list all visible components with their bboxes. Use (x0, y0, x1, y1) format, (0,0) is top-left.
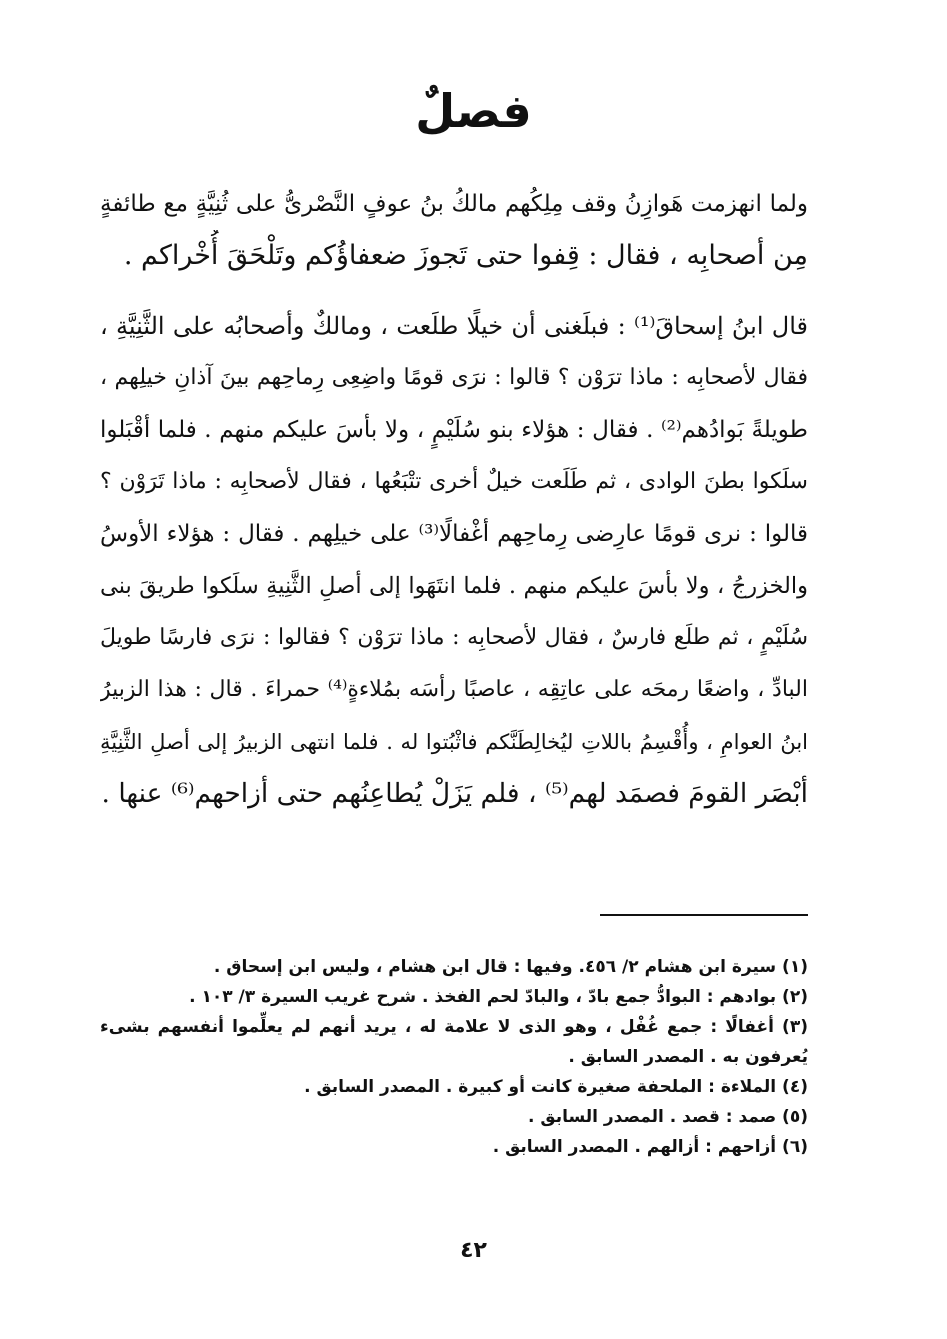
text-line: طويلةً بَوادُهم⁽²⁾ . فقال : هؤلاء بنو سُلَيْمٍ ، ولا بأسَ عليكم منهم . فلما أقْبَلوا (100, 417, 808, 443)
footnotes (100, 952, 808, 1162)
text-line: قال ابنُ إسحاقَ⁽¹⁾ : فبلَغنى أن خيلًا طلَعت ، ومالكٌ وأصحابُه على الثَّنِيَّةِ ، (100, 312, 808, 340)
text-line: البادِّ ، واضعًا رمحَه على عاتِقِه ، عاصبًا رأسَه بمُلاءةٍ⁽⁴⁾ حمراءَ . قال : هذا الزبيرُ (100, 677, 808, 702)
footnote-3: (٣) أغفالًا : جمع غُفْل ، وهو الذى لا علامة له ، يريد أنهم لم يعلِّموا أنفسهم بشىء يُعرفون به . المصدر السابق . (100, 1017, 808, 1067)
paragraph-1 (100, 178, 808, 282)
footnote-2: (٢) بوادهم : البوادُّ جمع بادّ ، والبادّ لحم الفخذ . شرح غريب السيرة ٣/ ١٠٣ . (189, 987, 808, 1007)
text-line: والخزرجُ ، ولا بأسَ عليكم منهم . فلما انتَهَوا إلى أصلِ الثَّنِيةِ سلَكوا طريقَ بنى (100, 573, 808, 599)
text-line: مِن أصحابِه ، فقال : قِفوا حتى تَجوزَ ضعفاؤُكم وتَلْحَقَ أُخْراكم . (123, 240, 808, 271)
text-line: ابنُ العوامِ ، وأُقْسِمُ باللاتِ ليُخالِطَنَّكم فاثْبُتوا له . فلما انتهى الزبيرُ إلى أصلِ الثَّنِيَّةِ (100, 730, 808, 754)
footnote-6: (٦) أزاحهم : أزالهم . المصدر السابق . (492, 1137, 808, 1157)
footnote-4: (٤) الملاءة : الملحفة صغيرة كانت أو كبيرة . المصدر السابق . (304, 1077, 808, 1097)
section-heading: فصلٌ (415, 84, 532, 138)
paragraph-2 (100, 300, 808, 820)
text-line: سلَكوا بطنَ الوادى ، ثم طَلَعت خيلٌ أخرى تتْبَعُها ، فقال لأصحابِه : ماذا تَرَوْن ؟ (100, 469, 808, 494)
text-line: ولما انهزمت هَوازِنُ وقف مِلِكُهم مالكُ بنُ عوفٍ النَّصْرىُّ على ثُنِيَّةٍ مع طائفةٍ (100, 191, 808, 217)
footnote-1: (١) سيرة ابن هشام ٢/ ٤٥٦. وفيها : قال ابن هشام ، وليس ابن إسحاق . (213, 957, 808, 977)
page-number: ٤٢ (460, 1238, 487, 1263)
text-line: قالوا : نرى قومًا عارِضى رِماحِهم أغْفالًا⁽³⁾ على خيلِهم . فقال : هؤلاء الأوسُ (100, 521, 808, 547)
footnote-5: (٥) صمد : قصد . المصدر السابق . (528, 1107, 808, 1127)
text-line: فقال لأصحابِه : ماذا ترَوْن ؟ قالوا : نرَى قومًا واضِعِى رِماحِهم بينَ آذانِ خيلِهم ، (100, 365, 808, 390)
text-line: سُلَيْمٍ ، ثم طلَع فارسٌ ، فقال لأصحابِه : ماذا ترَوْن ؟ فقالوا : نرَى فارسًا طويلَ (100, 625, 808, 650)
body-text (100, 178, 808, 820)
text-line: أبْصَر القومَ فصمَد لهم⁽⁵⁾ ، فلم يَزَلْ يُطاعِنُهم حتى أزاحهم⁽⁶⁾ عنها . (101, 778, 808, 809)
footnote-separator (600, 914, 808, 916)
